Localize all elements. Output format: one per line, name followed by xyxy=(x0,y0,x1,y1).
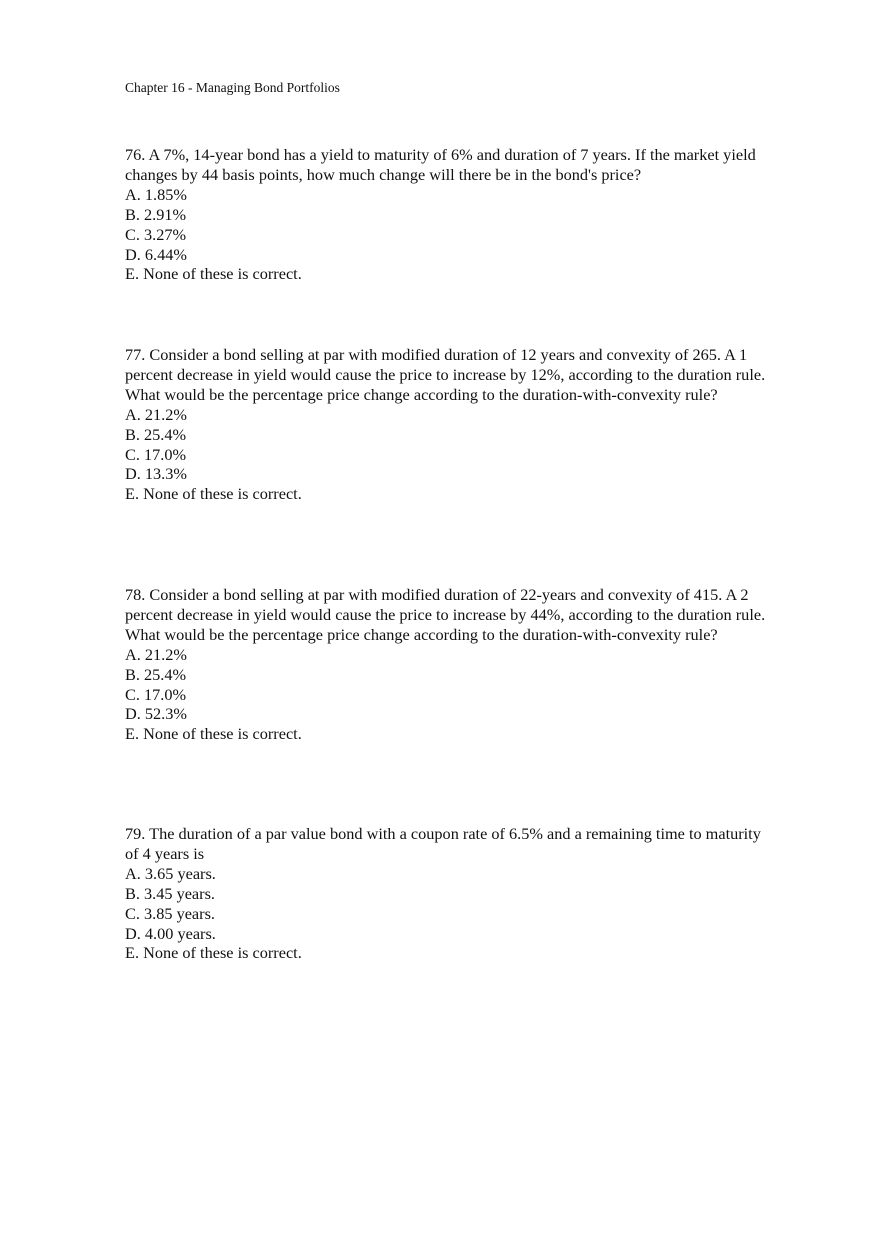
answer-option-b: B. 25.4% xyxy=(125,424,187,444)
question-stem: 78. Consider a bond selling at par with modified duration of 22-years and convexity of 415. A 2 percent decrease in yield would cause the price to increase by 44%, according to the duration rule. What would be the percentage price change according to the duration-with-convexity rule? xyxy=(125,585,766,644)
answer-option-d: D. 4.00 years. xyxy=(125,923,216,943)
answer-options xyxy=(125,645,775,745)
answer-option-a: A. 21.2% xyxy=(125,404,187,424)
answer-option-c: C. 3.85 years. xyxy=(125,903,215,923)
answer-option-a: A. 3.65 years. xyxy=(125,863,216,883)
answer-option-a: A. 21.2% xyxy=(125,644,187,664)
answer-option-e: E. None of these is correct. xyxy=(125,484,302,504)
question-78 xyxy=(125,585,775,744)
page-header: Chapter 16 - Managing Bond Portfolios xyxy=(125,80,340,95)
answer-option-e: E. None of these is correct. xyxy=(125,264,302,284)
answer-option-a: A. 1.85% xyxy=(125,184,187,204)
question-79 xyxy=(125,824,775,963)
question-stem: 77. Consider a bond selling at par with modified duration of 12 years and convexity of 265. A 1 percent decrease in yield would cause the price to increase by 12%, according to the duration rule. What would be the percentage price change according to the duration-with-convexity rule? xyxy=(125,345,766,404)
answer-option-d: D. 6.44% xyxy=(125,244,187,264)
answer-option-c: C. 17.0% xyxy=(125,684,187,704)
answer-option-e: E. None of these is correct. xyxy=(125,724,302,744)
answer-option-c: C. 17.0% xyxy=(125,444,187,464)
question-77 xyxy=(125,345,775,504)
question-stem: 76. A 7%, 14-year bond has a yield to maturity of 6% and duration of 7 years. If the market yield changes by 44 basis points, how much change will there be in the bond's price? xyxy=(125,145,756,184)
question-76 xyxy=(125,145,775,284)
answer-option-b: B. 25.4% xyxy=(125,664,187,684)
answer-option-b: B. 2.91% xyxy=(125,204,187,224)
answer-option-c: C. 3.27% xyxy=(125,224,187,244)
answer-options xyxy=(125,185,775,285)
answer-option-d: D. 52.3% xyxy=(125,704,187,724)
answer-option-e: E. None of these is correct. xyxy=(125,943,302,963)
question-stem: 79. The duration of a par value bond with a coupon rate of 6.5% and a remaining time to maturity of 4 years is xyxy=(125,824,761,863)
answer-options xyxy=(125,405,775,505)
answer-options xyxy=(125,864,775,964)
answer-option-b: B. 3.45 years. xyxy=(125,883,215,903)
answer-option-d: D. 13.3% xyxy=(125,464,187,484)
